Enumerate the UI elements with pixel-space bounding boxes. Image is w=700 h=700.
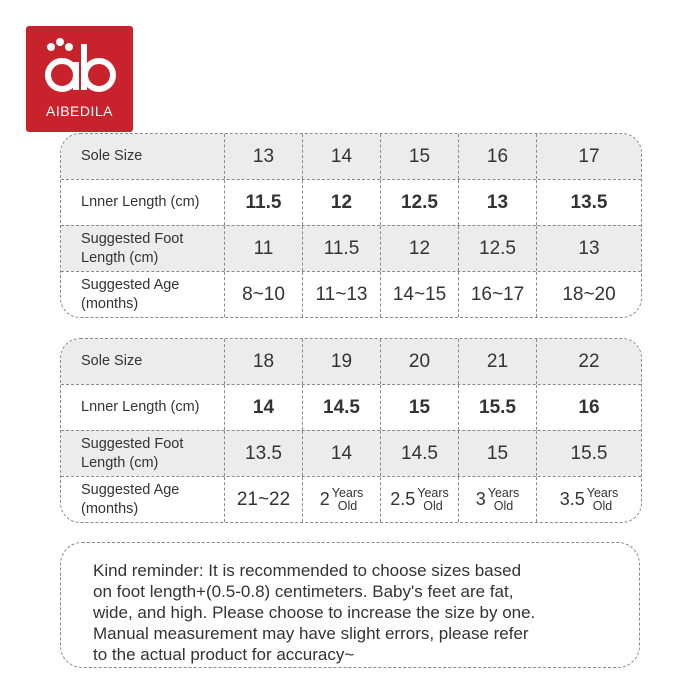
foot-length-cell: 13 [536,226,641,271]
foot-length-cell: 15 [458,431,536,476]
age-row [61,476,641,522]
row-label: Lnner Length (cm) [81,399,200,415]
sole-size-cell: 17 [536,134,641,179]
years-number: 3 [475,489,486,509]
years-unit-top: Years [417,485,449,500]
age-row [61,271,641,317]
row-label: Suggested Age (months) [81,481,180,517]
sole-size-row [61,339,641,384]
reminder-line: on foot length+(0.5-0.8) centimeters. Baby's feet are fat, [93,582,514,601]
inner-length-cell: 13.5 [536,180,641,225]
age-cell: 18~20 [536,272,641,317]
inner-length-cell: 14 [224,385,302,430]
inner-length-row [61,179,641,225]
foot-length-cell: 11.5 [302,226,380,271]
foot-length-cell: 13.5 [224,431,302,476]
years-unit-bottom: Old [493,498,514,513]
age-years-cell [380,477,458,522]
years-unit-bottom: Old [592,498,613,513]
brand-logo [26,26,133,132]
years-unit-bottom: Old [423,498,443,513]
brand-mark-icon [40,36,119,100]
years-unit-bottom: Old [337,498,358,513]
row-label: Sole Size [81,353,143,369]
age-years-cell [536,477,641,522]
years-unit [417,487,449,513]
kind-reminder-box [60,542,640,668]
foot-length-cell: 12 [380,226,458,271]
size-table-1 [60,133,642,318]
inner-length-cell: 15.5 [458,385,536,430]
age-cell: 8~10 [224,272,302,317]
years-unit [488,487,520,513]
inner-length-cell: 13 [458,180,536,225]
years-number: 2 [319,489,330,509]
years-unit-top: Years [487,485,520,500]
reminder-line: Manual measurement may have slight errors, please refer [93,624,529,643]
inner-length-row [61,384,641,430]
age-cell: 16~17 [458,272,536,317]
inner-length-cell: 11.5 [224,180,302,225]
row-label: Suggested Foot Length (cm) [81,230,184,266]
age-cell: 21~22 [224,477,302,522]
foot-length-cell: 12.5 [458,226,536,271]
age-cell: 14~15 [380,272,458,317]
foot-length-cell: 14 [302,431,380,476]
brand-name: AIBEDILA [45,103,114,119]
foot-length-cell: 14.5 [380,431,458,476]
sole-size-cell: 22 [536,339,641,384]
inner-length-cell: 15 [380,385,458,430]
years-unit [332,487,364,513]
years-unit-top: Years [331,485,364,500]
foot-length-row [61,430,641,476]
reminder-line: wide, and high. Please choose to increase the size by one. [93,603,536,622]
foot-length-row [61,225,641,271]
sole-size-cell: 21 [458,339,536,384]
years-number: 2.5 [390,489,416,509]
sole-size-cell: 20 [380,339,458,384]
inner-length-cell: 16 [536,385,641,430]
age-years-cell [458,477,536,522]
size-table-2 [60,338,642,523]
row-label: Suggested Age (months) [81,276,180,312]
years-unit-top: Years [586,485,619,500]
years-unit [587,487,619,513]
foot-length-cell: 11 [224,226,302,271]
row-label: Sole Size [81,148,143,164]
sole-size-cell: 18 [224,339,302,384]
sole-size-cell: 19 [302,339,380,384]
row-label: Suggested Foot Length (cm) [81,435,184,471]
foot-length-cell: 15.5 [536,431,641,476]
inner-length-cell: 12.5 [380,180,458,225]
sole-size-cell: 15 [380,134,458,179]
inner-length-cell: 12 [302,180,380,225]
inner-length-cell: 14.5 [302,385,380,430]
sole-size-cell: 16 [458,134,536,179]
years-number: 3.5 [559,489,585,509]
row-label: Lnner Length (cm) [81,194,200,210]
age-years-cell [302,477,380,522]
age-cell: 11~13 [302,272,380,317]
sole-size-cell: 14 [302,134,380,179]
sole-size-row [61,134,641,179]
reminder-line: Kind reminder: It is recommended to choose sizes based [93,561,522,580]
sole-size-cell: 13 [224,134,302,179]
reminder-line: to the actual product for accuracy~ [93,645,355,664]
